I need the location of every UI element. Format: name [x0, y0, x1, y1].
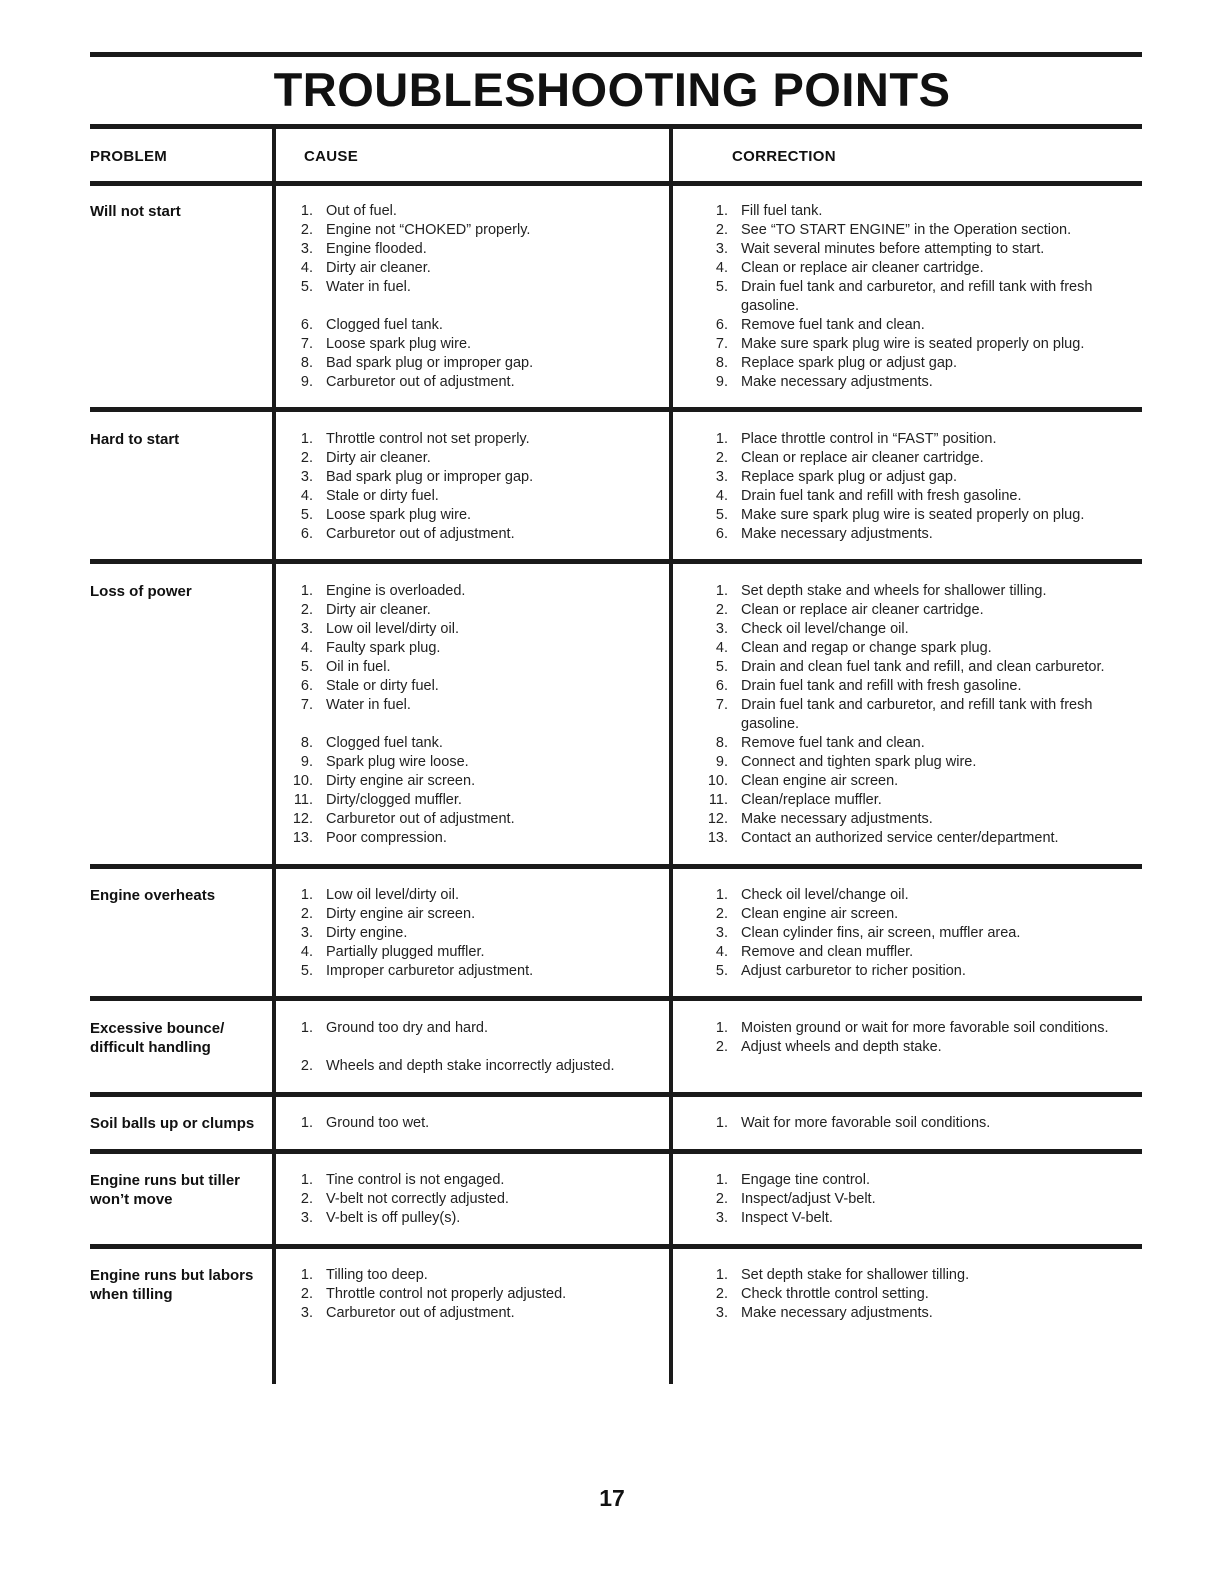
item-number: 13. [292, 830, 313, 846]
cause-item [288, 1304, 658, 1323]
item-number: 6. [300, 678, 313, 694]
correction-item [703, 202, 1123, 221]
correction-item [703, 506, 1123, 525]
item-number: 2. [715, 1039, 728, 1055]
cause-item [288, 1171, 658, 1190]
cause-list [288, 582, 658, 848]
correction-list [703, 886, 1123, 981]
cause-list [288, 1019, 658, 1076]
correction-item [703, 924, 1123, 943]
item-number: 4. [715, 260, 728, 276]
item-text: Throttle control not set properly. [326, 431, 530, 447]
correction-item [703, 962, 1123, 981]
cause-item [288, 791, 658, 810]
item-number: 1. [300, 583, 313, 599]
row-divider [90, 1092, 1142, 1097]
cause-item [288, 601, 658, 620]
item-number: 1. [715, 1115, 728, 1131]
cause-item [288, 1019, 658, 1038]
item-number: 4. [300, 944, 313, 960]
item-number: 6. [300, 317, 313, 333]
item-number: 9. [300, 374, 313, 390]
item-text: Dirty air cleaner. [326, 602, 431, 618]
item-number: 1. [300, 431, 313, 447]
cause-item [288, 829, 658, 848]
cause-item [288, 1190, 658, 1209]
cause-item [288, 943, 658, 962]
item-text: See “TO START ENGINE” in the Operation section. [741, 222, 1072, 238]
item-text: Stale or dirty fuel. [326, 488, 439, 504]
item-text: Carburetor out of adjustment. [326, 374, 515, 390]
item-number: 8. [300, 735, 313, 751]
cause-item [288, 487, 658, 506]
item-number: 7. [300, 697, 313, 713]
item-number: 8. [715, 355, 728, 371]
item-number: 2. [300, 1191, 313, 1207]
item-text: Carburetor out of adjustment. [326, 526, 515, 542]
correction-item [703, 1266, 1123, 1285]
item-text: Low oil level/dirty oil. [326, 621, 459, 637]
cause-item [288, 1209, 658, 1228]
correction-item [703, 753, 1123, 772]
correction-item [703, 943, 1123, 962]
item-text: Inspect V-belt. [741, 1210, 833, 1226]
item-number: 4. [715, 640, 728, 656]
item-number: 11. [293, 792, 313, 808]
item-number: 2. [715, 602, 728, 618]
item-text: Loose spark plug wire. [326, 507, 472, 523]
item-text: Engine is overloaded. [326, 583, 466, 599]
item-number: 4. [715, 488, 728, 504]
item-number: 6. [300, 526, 313, 542]
cause-item [288, 430, 658, 449]
item-number: 1. [715, 887, 728, 903]
row-divider [90, 1149, 1142, 1154]
correction-item [703, 1209, 1123, 1228]
cause-item [288, 1114, 658, 1133]
correction-list [703, 430, 1123, 544]
item-number: 9. [300, 754, 313, 770]
item-text: Check oil level/change oil. [741, 887, 909, 903]
item-number: 2. [300, 906, 313, 922]
item-text: Clean and regap or change spark plug. [741, 640, 992, 656]
item-text: Remove fuel tank and clean. [741, 735, 925, 751]
item-number: 2. [715, 1286, 728, 1302]
correction-item [703, 468, 1123, 487]
item-text: Clogged fuel tank. [326, 735, 443, 751]
item-text: Dirty air cleaner. [326, 260, 431, 276]
cause-item [288, 1285, 658, 1304]
correction-item [703, 449, 1123, 468]
item-text: Poor compression. [326, 830, 447, 846]
cause-list [288, 886, 658, 981]
correction-item [703, 430, 1123, 449]
item-number: 5. [715, 963, 728, 979]
correction-list [703, 582, 1123, 848]
item-number: 3. [300, 469, 313, 485]
correction-item [703, 658, 1123, 677]
item-number: 6. [715, 526, 728, 542]
item-number: 5. [300, 507, 313, 523]
item-number: 2. [715, 1191, 728, 1207]
cause-item [288, 449, 658, 468]
correction-item [703, 316, 1123, 335]
header-cause: CAUSE [304, 148, 359, 165]
item-text: Bad spark plug or improper gap. [326, 469, 534, 485]
item-number: 2. [300, 450, 313, 466]
item-number: 1. [715, 203, 728, 219]
cause-item [288, 772, 658, 791]
item-text: Make sure spark plug wire is seated properly on plug. [741, 336, 1085, 352]
problem-label: Engine runs but tiller won’t move [90, 1172, 241, 1208]
problem-label: Hard to start [90, 431, 180, 448]
item-text: Stale or dirty fuel. [326, 678, 439, 694]
correction-item [703, 354, 1123, 373]
item-number: 3. [715, 1305, 728, 1321]
correction-item [703, 639, 1123, 658]
item-text: Dirty engine. [326, 925, 408, 941]
page-title: TROUBLESHOOTING POINTS [273, 63, 951, 116]
item-text: Adjust carburetor to richer position. [741, 963, 966, 979]
correction-item [703, 696, 1123, 734]
item-number: 2. [300, 1058, 313, 1074]
item-number: 2. [300, 602, 313, 618]
cause-item [288, 658, 658, 677]
cause-item [288, 734, 658, 753]
correction-item [703, 1190, 1123, 1209]
correction-item [703, 221, 1123, 240]
correction-item [703, 1019, 1123, 1038]
item-number: 7. [715, 697, 728, 713]
item-text: Contact an authorized service center/department. [741, 830, 1059, 846]
item-number: 3. [300, 621, 313, 637]
correction-item [703, 1114, 1123, 1133]
correction-list [703, 1171, 1123, 1228]
item-text: Carburetor out of adjustment. [326, 1305, 515, 1321]
top-rule [90, 52, 1142, 57]
correction-item [703, 601, 1123, 620]
item-number: 1. [300, 203, 313, 219]
item-number: 6. [715, 317, 728, 333]
correction-list [703, 1114, 1123, 1133]
cause-list [288, 202, 658, 392]
item-text: Wait several minutes before attempting to start. [741, 241, 1045, 257]
item-text: Bad spark plug or improper gap. [326, 355, 534, 371]
correction-item [703, 810, 1123, 829]
item-number: 12. [707, 811, 728, 827]
correction-item [703, 278, 1123, 316]
item-text: Dirty engine air screen. [326, 773, 476, 789]
cause-item [288, 240, 658, 259]
item-number: 1. [300, 1172, 313, 1188]
item-number: 3. [715, 925, 728, 941]
correction-item [703, 1171, 1123, 1190]
item-text: Dirty air cleaner. [326, 450, 431, 466]
item-text: Tine control is not engaged. [326, 1172, 505, 1188]
item-text: Moisten ground or wait for more favorable soil conditions. [741, 1020, 1109, 1036]
cause-item [288, 278, 658, 297]
item-text: Clean engine air screen. [741, 773, 899, 789]
item-text: Wheels and depth stake incorrectly adjusted. [326, 1058, 615, 1074]
item-number: 10. [707, 773, 728, 789]
item-text: Clean or replace air cleaner cartridge. [741, 602, 984, 618]
cause-item [288, 468, 658, 487]
cause-item [288, 905, 658, 924]
item-text: Clean/replace muffler. [741, 792, 882, 808]
correction-item [703, 525, 1123, 544]
item-number: 6. [715, 678, 728, 694]
item-text: Ground too dry and hard. [326, 1020, 489, 1036]
item-text: Set depth stake for shallower tilling. [741, 1267, 970, 1283]
cause-item [288, 924, 658, 943]
item-number: 9. [715, 754, 728, 770]
item-text: Out of fuel. [326, 203, 397, 219]
item-number: 3. [300, 925, 313, 941]
item-text: Clean cylinder fins, air screen, muffler area. [741, 925, 1021, 941]
item-number: 1. [300, 1115, 313, 1131]
item-text: Wait for more favorable soil conditions. [741, 1115, 991, 1131]
item-number: 7. [300, 336, 313, 352]
cause-item [288, 316, 658, 335]
correction-item [703, 335, 1123, 354]
correction-list [703, 1266, 1123, 1323]
item-number: 2. [715, 906, 728, 922]
column-divider-right [669, 128, 673, 1384]
cause-item [288, 582, 658, 601]
item-number: 5. [715, 279, 728, 295]
header-rule [90, 181, 1142, 186]
item-text: Low oil level/dirty oil. [326, 887, 459, 903]
correction-item [703, 886, 1123, 905]
item-number: 2. [300, 1286, 313, 1302]
correction-item [703, 1038, 1123, 1057]
correction-item [703, 373, 1123, 392]
cause-item [288, 1057, 658, 1076]
cause-item [288, 620, 658, 639]
item-number: 3. [715, 1210, 728, 1226]
item-number: 3. [715, 241, 728, 257]
item-number: 3. [715, 621, 728, 637]
cause-list [288, 430, 658, 544]
item-text: Engage tine control. [741, 1172, 870, 1188]
problem-label: Soil balls up or clumps [90, 1115, 255, 1132]
item-text: V-belt is off pulley(s). [326, 1210, 461, 1226]
cause-item [288, 221, 658, 240]
item-text: Dirty/clogged muffler. [326, 792, 462, 808]
item-text: Make necessary adjustments. [741, 526, 933, 542]
cause-item [288, 259, 658, 278]
title-rule [90, 124, 1142, 129]
item-number: 4. [715, 944, 728, 960]
row-divider [90, 407, 1142, 412]
item-text: Check throttle control setting. [741, 1286, 929, 1302]
cause-item [288, 525, 658, 544]
cause-item [288, 639, 658, 658]
cause-item [288, 810, 658, 829]
item-text: Engine flooded. [326, 241, 427, 257]
correction-item [703, 1285, 1123, 1304]
item-number: 3. [715, 469, 728, 485]
row-divider [90, 559, 1142, 564]
item-text: Ground too wet. [326, 1115, 430, 1131]
item-text: Spark plug wire loose. [326, 754, 469, 770]
correction-item [703, 582, 1123, 601]
correction-item [703, 240, 1123, 259]
item-number: 13. [707, 830, 728, 846]
item-number: 3. [300, 241, 313, 257]
cause-item [288, 1266, 658, 1285]
item-text: Improper carburetor adjustment. [326, 963, 534, 979]
item-text: Oil in fuel. [326, 659, 391, 675]
page-number: 17 [599, 1485, 625, 1511]
header-correction: CORRECTION [732, 148, 836, 165]
item-number: 4. [300, 488, 313, 504]
item-number: 5. [300, 963, 313, 979]
item-number: 11. [708, 792, 728, 808]
item-number: 4. [300, 260, 313, 276]
item-number: 1. [715, 431, 728, 447]
cause-item [288, 354, 658, 373]
item-text: Drain and clean fuel tank and refill, and clean carburetor. [741, 659, 1105, 675]
item-text: Loose spark plug wire. [326, 336, 472, 352]
item-text: Inspect/adjust V-belt. [741, 1191, 876, 1207]
correction-item [703, 620, 1123, 639]
problem-label: Will not start [90, 203, 181, 220]
item-text: Replace spark plug or adjust gap. [741, 355, 958, 371]
item-number: 3. [300, 1210, 313, 1226]
correction-item [703, 1304, 1123, 1323]
correction-item [703, 791, 1123, 810]
problem-label: Engine runs but labors when tilling [90, 1267, 254, 1303]
item-text: Make necessary adjustments. [741, 374, 933, 390]
item-number: 1. [715, 583, 728, 599]
item-text: Clogged fuel tank. [326, 317, 443, 333]
item-number: 4. [300, 640, 313, 656]
item-text: Water in fuel. [326, 279, 411, 295]
item-text: Check oil level/change oil. [741, 621, 909, 637]
item-text: Place throttle control in “FAST” position. [741, 431, 997, 447]
item-text: Set depth stake and wheels for shallower tilling. [741, 583, 1047, 599]
item-number: 8. [715, 735, 728, 751]
item-number: 1. [715, 1267, 728, 1283]
item-text: Drain fuel tank and carburetor, and refill tank with fresh gasoline. [741, 697, 1093, 732]
cause-list [288, 1266, 658, 1323]
item-number: 1. [715, 1172, 728, 1188]
correction-item [703, 487, 1123, 506]
item-number: 1. [300, 1020, 313, 1036]
cause-item [288, 373, 658, 392]
item-text: Connect and tighten spark plug wire. [741, 754, 977, 770]
item-number: 5. [300, 659, 313, 675]
item-text: Make necessary adjustments. [741, 811, 933, 827]
item-text: Tilling too deep. [326, 1267, 428, 1283]
item-text: Carburetor out of adjustment. [326, 811, 515, 827]
problem-label: Loss of power [90, 583, 192, 600]
item-text: Fill fuel tank. [741, 203, 823, 219]
item-text: Drain fuel tank and refill with fresh gasoline. [741, 678, 1022, 694]
column-divider-left [272, 128, 276, 1384]
correction-item [703, 905, 1123, 924]
item-text: Clean or replace air cleaner cartridge. [741, 450, 984, 466]
cause-item [288, 202, 658, 221]
item-number: 2. [715, 222, 728, 238]
header-problem: PROBLEM [90, 148, 168, 165]
item-number: 1. [300, 1267, 313, 1283]
item-text: Replace spark plug or adjust gap. [741, 469, 958, 485]
correction-list [703, 1019, 1123, 1057]
row-divider [90, 996, 1142, 1001]
item-number: 2. [300, 222, 313, 238]
item-text: Faulty spark plug. [326, 640, 441, 656]
item-number: 9. [715, 374, 728, 390]
item-number: 8. [300, 355, 313, 371]
row-divider [90, 1244, 1142, 1249]
item-number: 7. [715, 336, 728, 352]
cause-item [288, 335, 658, 354]
correction-list [703, 202, 1123, 392]
row-divider [90, 864, 1142, 869]
cause-list [288, 1114, 658, 1133]
item-text: Make necessary adjustments. [741, 1305, 933, 1321]
item-text: Engine not “CHOKED” properly. [326, 222, 531, 238]
item-text: Dirty engine air screen. [326, 906, 476, 922]
cause-item [288, 886, 658, 905]
item-number: 12. [292, 811, 313, 827]
cause-item [288, 506, 658, 525]
item-number: 5. [715, 659, 728, 675]
correction-item [703, 734, 1123, 753]
item-text: Drain fuel tank and refill with fresh gasoline. [741, 488, 1022, 504]
problem-label: Excessive bounce/ difficult handling [90, 1020, 225, 1056]
correction-item [703, 829, 1123, 848]
correction-item [703, 772, 1123, 791]
item-number: 5. [300, 279, 313, 295]
item-text: Remove fuel tank and clean. [741, 317, 925, 333]
item-number: 10. [292, 773, 313, 789]
item-text: Throttle control not properly adjusted. [326, 1286, 567, 1302]
item-number: 2. [715, 450, 728, 466]
cause-item [288, 753, 658, 772]
item-number: 3. [300, 1305, 313, 1321]
cause-item [288, 677, 658, 696]
correction-item [703, 259, 1123, 278]
item-text: V-belt not correctly adjusted. [326, 1191, 509, 1207]
problem-label: Engine overheats [90, 887, 216, 904]
item-number: 1. [715, 1020, 728, 1036]
item-text: Adjust wheels and depth stake. [741, 1039, 942, 1055]
cause-item [288, 696, 658, 715]
item-text: Water in fuel. [326, 697, 411, 713]
item-text: Clean or replace air cleaner cartridge. [741, 260, 984, 276]
item-text: Partially plugged muffler. [326, 944, 485, 960]
item-text: Drain fuel tank and carburetor, and refill tank with fresh gasoline. [741, 279, 1093, 314]
item-number: 5. [715, 507, 728, 523]
item-text: Clean engine air screen. [741, 906, 899, 922]
correction-item [703, 677, 1123, 696]
item-text: Remove and clean muffler. [741, 944, 914, 960]
cause-item [288, 962, 658, 981]
item-number: 1. [300, 887, 313, 903]
cause-list [288, 1171, 658, 1228]
item-text: Make sure spark plug wire is seated properly on plug. [741, 507, 1085, 523]
